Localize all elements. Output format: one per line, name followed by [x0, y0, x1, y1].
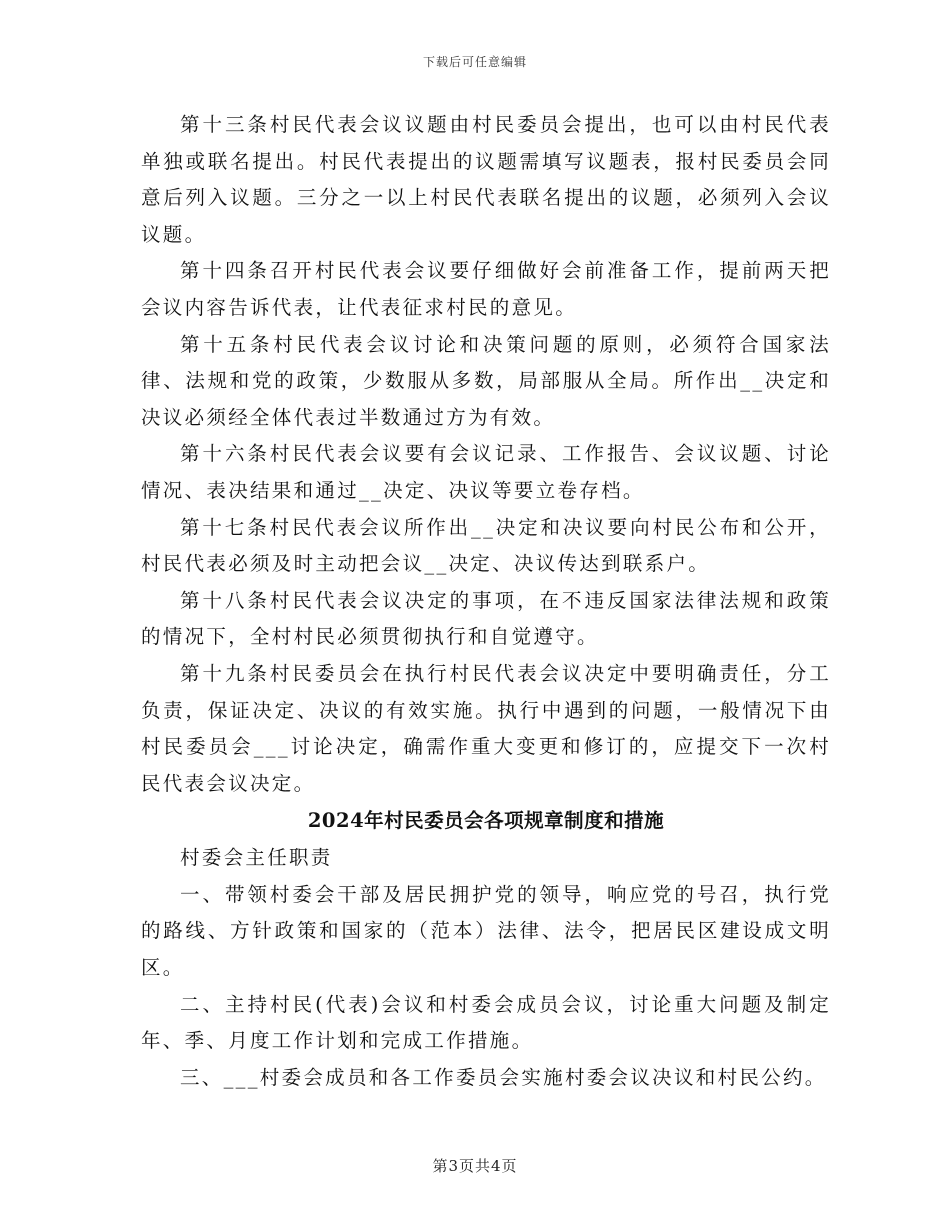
page-header: 下载后可任意编辑	[422, 55, 527, 69]
article-15-paragraph: 第十五条村民代表会议讨论和决策问题的原则，必须符合国家法律、法规和党的政策，少数服从多数，局部服从全局。所作出__决定和决议必须经全体代表过半数通过方为有效。	[141, 332, 831, 429]
document-body	[141, 107, 831, 1096]
duty-item-3: 三、___村委会成员和各工作委员会实施村委会议决议和村民公约。	[180, 1065, 827, 1089]
article-19-paragraph: 第十九条村民委员会在执行村民代表会议决定中要明确责任，分工负责，保证决定、决议的有效实施。执行中遇到的问题，一般情况下由村民委员会___讨论决定，确需作重大变更和修订的，应提交下一次村民代表会议决定。	[141, 661, 831, 795]
section-title: 2024年村民委员会各项规章制度和措施	[307, 809, 665, 833]
page-footer: 第3页共4页	[432, 1157, 518, 1175]
duty-item-2: 二、主持村民(代表)会议和村委会成员会议，讨论重大问题及制定年、季、月度工作计划和完成工作措施。	[141, 992, 831, 1053]
article-18-paragraph: 第十八条村民代表会议决定的事项，在不违反国家法律法规和政策的情况下，全村村民必须贯彻执行和自觉遵守。	[141, 588, 831, 649]
article-13-paragraph: 第十三条村民代表会议议题由村民委员会提出，也可以由村民代表单独或联名提出。村民代表提出的议题需填写议题表，报村民委员会同意后列入议题。三分之一以上村民代表联名提出的议题，必须列入会议议题。	[141, 113, 831, 246]
article-16-paragraph: 第十六条村民代表会议要有会议记录、工作报告、会议议题、讨论情况、表决结果和通过__决定、决议等要立卷存档。	[141, 442, 831, 502]
duty-item-1: 一、带领村委会干部及居民拥护党的领导，响应党的号召，执行党的路线、方针政策和国家的（范本）法律、法令，把居民区建设成文明区。	[141, 882, 831, 980]
article-14-paragraph: 第十四条召开村民代表会议要仔细做好会前准备工作，提前两天把会议内容告诉代表，让代表征求村民的意见。	[141, 259, 831, 319]
article-17-paragraph: 第十七条村民代表会议所作出__决定和决议要向村民公布和公开，村民代表必须及时主动把会议__决定、决议传达到联系户。	[141, 515, 831, 576]
subsection-heading: 村委会主任职责	[180, 846, 333, 870]
